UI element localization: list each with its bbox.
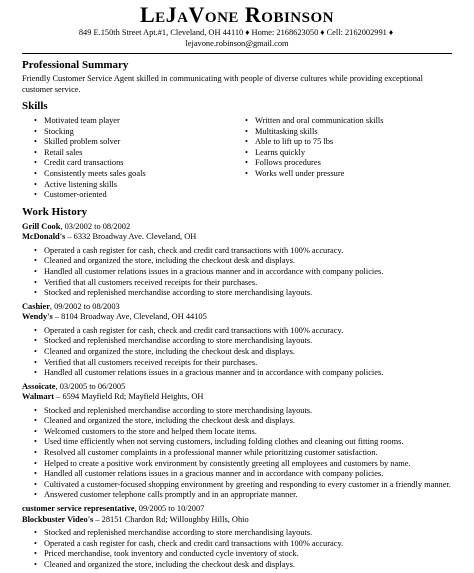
job-company: Walmart: [22, 392, 55, 402]
job-company-line: [22, 515, 452, 526]
job-location: – 6594 Mayfield Rd; Mayfield Heights, OH: [54, 392, 204, 402]
job-duty-item: • Stocked and replenished merchandise according to store merchandising layouts.: [22, 406, 452, 417]
separator-diamond-icon: ♦: [320, 28, 325, 37]
skill-item: • Consistently meets sales goals: [22, 169, 237, 180]
job-duty-item: • Operated a cash register for cash, check and credit card transactions with 100% accuracy.: [22, 539, 452, 550]
skill-item: • Credit card transactions: [22, 158, 237, 169]
job-duties-list: [22, 406, 452, 501]
home-phone: Home: 2168623050: [251, 28, 319, 37]
work-history-list: [22, 222, 452, 571]
job-duties-list: [22, 326, 452, 379]
separator-diamond-icon: ♦: [245, 28, 250, 37]
skill-item: • Works well under pressure: [237, 169, 452, 180]
job-entry: [22, 302, 452, 379]
job-dates: , 03/2002 to 08/2002: [60, 221, 131, 231]
job-duty-item: • Answered customer telephone calls promptly and in an appropriate manner.: [22, 490, 452, 501]
job-company-line: [22, 312, 452, 323]
job-duty-item: • Operated a cash register for cash, check and credit card transactions with 100% accuracy.: [22, 326, 452, 337]
skills-left-list: [22, 116, 237, 201]
job-role: Grill Cook: [22, 221, 61, 231]
skill-item: • Learns quickly: [237, 148, 452, 159]
skill-item: • Follows procedures: [237, 158, 452, 169]
skill-item: • Multitasking skills: [237, 127, 452, 138]
job-company: McDonald's: [22, 232, 66, 242]
job-company-line: [22, 392, 452, 403]
skills-right-list: [237, 116, 452, 201]
job-duties-list: [22, 246, 452, 299]
job-dates: , 03/2005 to 06/2005: [55, 381, 126, 391]
skills-heading: Skills: [22, 100, 48, 112]
job-duties-list: [22, 528, 452, 570]
job-location: – 8104 Broadway Ave, Cleveland, OH 44105: [52, 312, 207, 322]
job-duty-item: • Cleaned and organized the store, including the checkout desk and displays.: [22, 256, 452, 267]
header-divider: [22, 53, 452, 54]
job-entry: [22, 504, 452, 570]
job-entry: [22, 382, 452, 501]
job-location: – 6332 Broadway Ave. Cleveland, OH: [65, 232, 197, 242]
summary-heading: Professional Summary: [22, 59, 129, 71]
job-duty-item: • Verified that all customers received receipts for their purchases.: [22, 358, 452, 369]
job-duty-item: • Cultivated a customer-focused shopping environment by greeting and responding to every customer in a friendly manner.: [22, 480, 452, 491]
skill-item: • Customer-oriented: [22, 190, 237, 201]
skill-item: • Written and oral communication skills: [237, 116, 452, 127]
job-dates: , 09/2002 to 08/2003: [49, 301, 120, 311]
skill-item: • Active listening skills: [22, 180, 237, 191]
job-location: – 28151 Chardon Rd; Willoughby Hills, Ohio: [93, 514, 249, 524]
job-title-line: [22, 382, 452, 393]
job-duty-item: • Verified that all customers received receipts for their purchases.: [22, 278, 452, 289]
skill-item: • Motivated team player: [22, 116, 237, 127]
job-duty-item: • Helped to create a positive work environment by consistently greeting all employees and customers by name.: [22, 459, 452, 470]
job-duty-item: • Operated a cash register for cash, check and credit card transactions with 100% accuracy.: [22, 246, 452, 257]
job-duty-item: • Handled all customer relations issues in a gracious manner and in accordance with company policies.: [22, 469, 452, 480]
job-duty-item: • Welcomed customers to the store and helped them locate items.: [22, 427, 452, 438]
work-history-heading: Work History: [22, 205, 88, 218]
job-duty-item: • Handled all customer relations issues in a gracious manner and in accordance with company policies.: [22, 267, 452, 278]
job-duty-item: • Handled all customer relations issues in a gracious manner and in accordance with company policies.: [22, 368, 452, 379]
skill-item: • Retail sales: [22, 148, 237, 159]
contact-line: [22, 27, 452, 49]
job-duty-item: • Cleaned and organized the store, including the checkout desk and displays.: [22, 347, 452, 358]
job-company: Wendy's: [22, 312, 53, 322]
job-dates: , 09/2005 to 10/2007: [134, 504, 205, 514]
job-role: Cashier: [22, 301, 50, 311]
job-duty-item: • Stocked and replenished merchandise according to store merchandising layouts.: [22, 288, 452, 299]
job-entry: [22, 222, 452, 299]
job-role: customer service representative: [22, 504, 135, 514]
job-duty-item: • Cleaned and organized the store, including the checkout desk and displays.: [22, 560, 452, 571]
job-duty-item: • Cleaned and organized the store, including the checkout desk and displays.: [22, 416, 452, 427]
email[interactable]: lejavone.robinson@gmail.com: [185, 39, 289, 48]
skill-item: • Skilled problem solver: [22, 137, 237, 148]
separator-diamond-icon: ♦: [388, 28, 394, 37]
job-title-line: [22, 302, 452, 313]
address: 849 E.150th Street Apt.#1, Cleveland, OH 44110: [78, 28, 244, 37]
skills-columns: [22, 116, 452, 201]
job-duty-item: • Used time efficiently when not serving customers, including folding clothes and cleaning out fitting rooms.: [22, 437, 452, 448]
summary-text: Friendly Customer Service Agent skilled in communicating with people of diverse cultures while providing exceptional customer service.: [22, 74, 423, 94]
job-duty-item: • Stocked and replenished merchandise according to store merchandising layouts.: [22, 336, 452, 347]
job-role: Assoicate: [22, 381, 56, 391]
job-duty-item: • Resolved all customer complaints in a professional manner while prioritizing customer satisfaction.: [22, 448, 452, 459]
candidate-name: LeJaVone Robinson: [140, 2, 334, 27]
cell-phone: Cell: 2162002991: [326, 28, 387, 37]
job-duty-item: • Stocked and replenished merchandise according to store merchandising layouts.: [22, 528, 452, 539]
job-title-line: [22, 504, 452, 515]
skill-item: • Stocking: [22, 127, 237, 138]
job-company: Blockbuster Video's: [22, 514, 94, 524]
skill-item: • Able to lift up to 75 lbs: [237, 137, 452, 148]
job-title-line: [22, 222, 452, 233]
job-company-line: [22, 232, 452, 243]
job-duty-item: • Priced merchandise, took inventory and conducted cycle inventory of stock.: [22, 549, 452, 560]
